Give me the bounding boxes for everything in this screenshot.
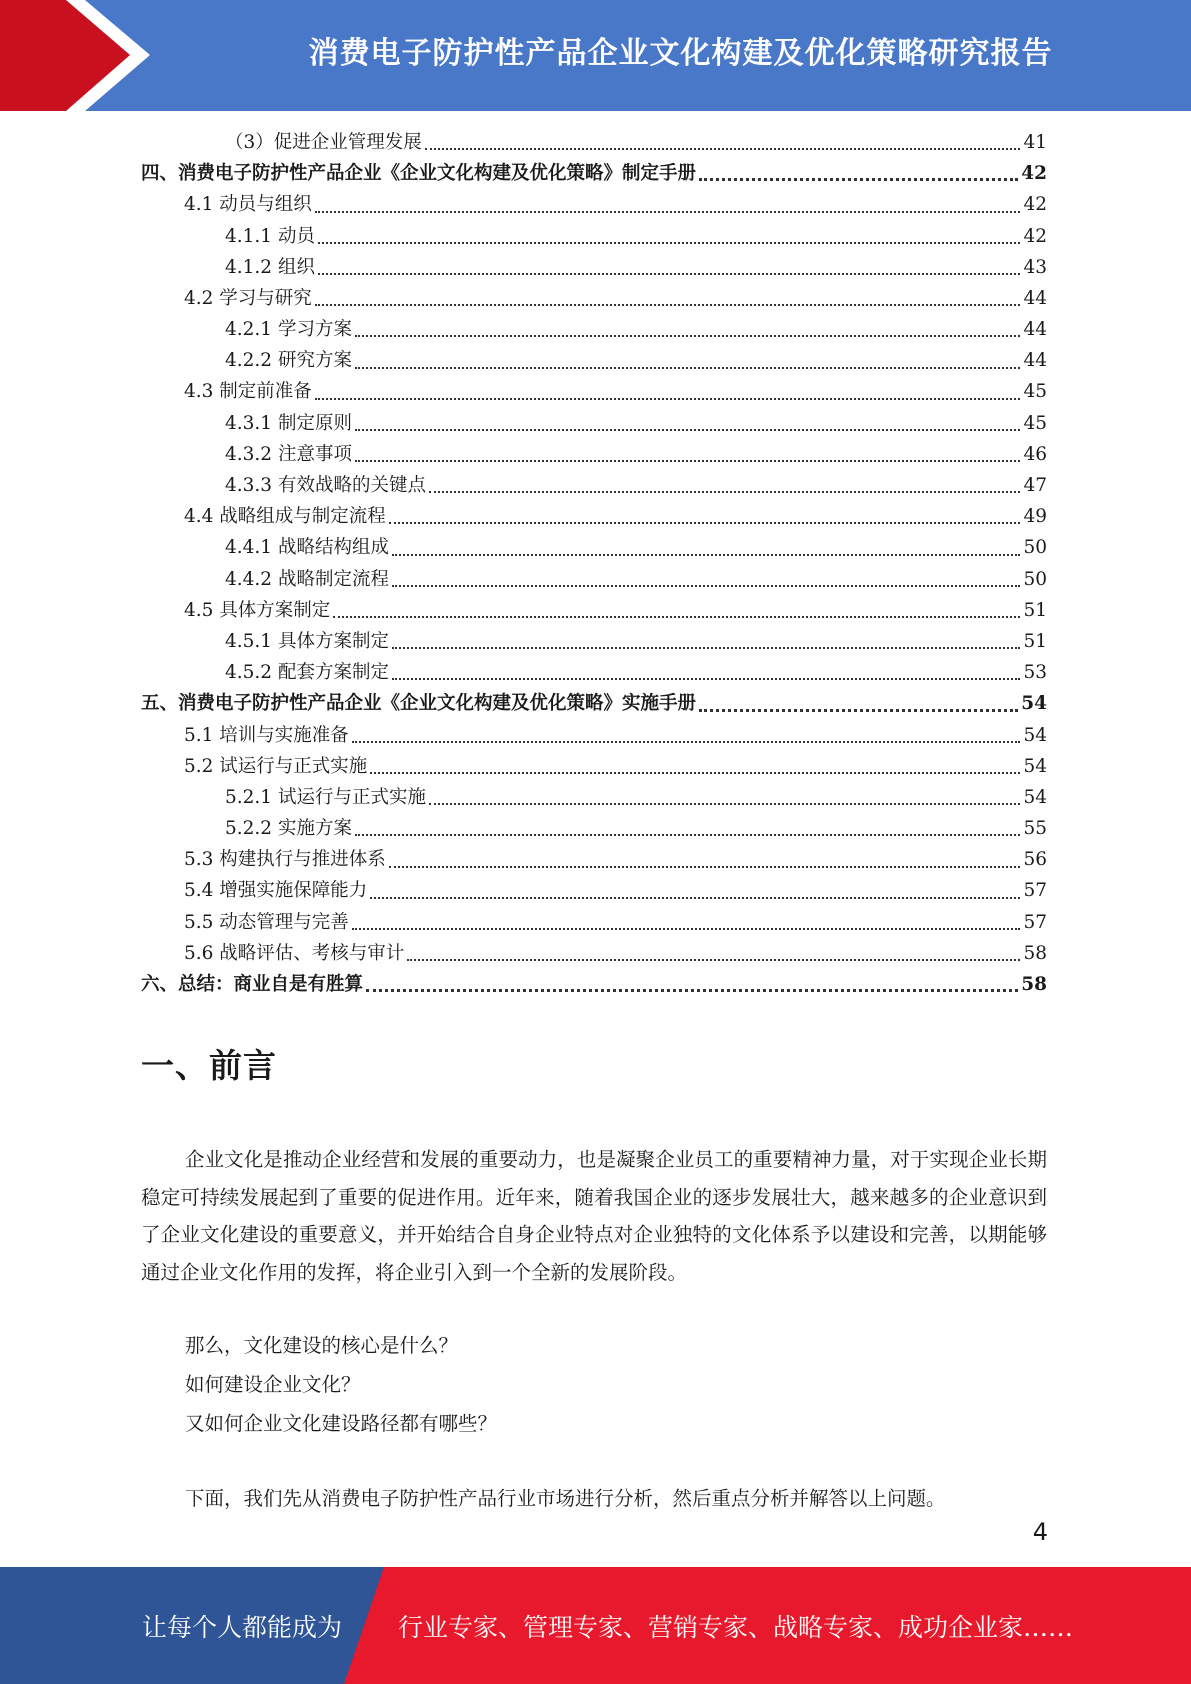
toc-entry[interactable] bbox=[141, 688, 1047, 719]
toc-entry-page: 54 bbox=[1023, 724, 1047, 746]
toc-entry-label: 5.4 增强实施保障能力 bbox=[184, 880, 368, 902]
toc-entry-label: 4.4 战略组成与制定流程 bbox=[184, 506, 386, 528]
toc-entry-label: 4.3.3 有效战略的关键点 bbox=[225, 475, 426, 497]
toc-entry-label: 四、消费电子防护性产品企业《企业文化构建及优化策略》制定手册 bbox=[141, 163, 697, 185]
toc-entry-page: 57 bbox=[1023, 880, 1047, 902]
toc-dot-leader bbox=[315, 304, 1021, 306]
table-of-contents bbox=[141, 127, 1047, 1000]
toc-dot-leader bbox=[355, 335, 1021, 337]
section-heading: 一、前言 bbox=[141, 1046, 277, 1085]
toc-entry-page: 55 bbox=[1023, 818, 1047, 840]
toc-entry-label: 4.2 学习与研究 bbox=[184, 287, 312, 309]
toc-entry-label: 5.1 培训与实施准备 bbox=[184, 724, 349, 746]
toc-entry-page: 42 bbox=[1023, 194, 1047, 216]
toc-entry-label: 5.3 构建执行与推进体系 bbox=[184, 849, 386, 871]
toc-entry-page: 47 bbox=[1023, 475, 1047, 497]
toc-entry[interactable] bbox=[141, 439, 1047, 470]
toc-entry[interactable] bbox=[141, 377, 1047, 408]
toc-entry-label: 4.2.1 学习方案 bbox=[225, 319, 352, 341]
toc-entry-page: 53 bbox=[1023, 662, 1047, 684]
toc-entry-label: 4.3.1 制定原则 bbox=[225, 412, 352, 434]
page-number: 4 bbox=[1032, 1518, 1048, 1546]
toc-entry[interactable] bbox=[141, 283, 1047, 314]
toc-entry-label: 5.2.1 试运行与正式实施 bbox=[225, 786, 426, 808]
toc-entry[interactable] bbox=[141, 501, 1047, 532]
toc-dot-leader bbox=[315, 211, 1021, 213]
toc-entry-label: 五、消费电子防护性产品企业《企业文化构建及优化策略》实施手册 bbox=[141, 693, 697, 715]
toc-dot-leader bbox=[699, 709, 1018, 712]
toc-entry-page: 51 bbox=[1023, 630, 1047, 652]
toc-dot-leader bbox=[355, 367, 1021, 369]
toc-dot-leader bbox=[407, 959, 1020, 961]
toc-entry-label: 4.4.2 战略制定流程 bbox=[225, 568, 389, 590]
toc-entry-page: 44 bbox=[1023, 287, 1047, 309]
toc-entry-page: 50 bbox=[1023, 537, 1047, 559]
toc-entry[interactable] bbox=[141, 720, 1047, 751]
toc-entry-page: 45 bbox=[1023, 381, 1047, 403]
toc-entry[interactable] bbox=[141, 844, 1047, 875]
toc-dot-leader bbox=[392, 647, 1020, 649]
toc-dot-leader bbox=[318, 273, 1021, 275]
toc-entry[interactable] bbox=[141, 314, 1047, 345]
footer-slogan-left: 让每个人都能成为 bbox=[142, 1612, 343, 1642]
toc-entry-label: 4.3 制定前准备 bbox=[184, 381, 312, 403]
toc-entry-label: 4.2.2 研究方案 bbox=[225, 350, 352, 372]
toc-dot-leader bbox=[315, 398, 1021, 400]
toc-dot-leader bbox=[355, 834, 1021, 836]
toc-dot-leader bbox=[392, 678, 1020, 680]
toc-dot-leader bbox=[352, 928, 1021, 930]
toc-entry-label: 4.5 具体方案制定 bbox=[184, 599, 331, 621]
toc-entry-label: 5.5 动态管理与完善 bbox=[184, 911, 349, 933]
toc-dot-leader bbox=[389, 866, 1021, 868]
toc-entry[interactable] bbox=[141, 189, 1047, 220]
toc-entry-page: 54 bbox=[1023, 786, 1047, 808]
toc-dot-leader bbox=[355, 429, 1021, 431]
question-1: 那么，文化建设的核心是什么？ bbox=[185, 1334, 459, 1357]
header-title: 消费电子防护性产品企业文化构建及优化策略研究报告 bbox=[308, 36, 1053, 71]
toc-entry[interactable] bbox=[141, 969, 1047, 1000]
toc-dot-leader bbox=[352, 741, 1021, 743]
toc-entry-page: 56 bbox=[1023, 849, 1047, 871]
toc-entry-label: 六、总结：商业自是有胜算 bbox=[141, 974, 364, 996]
question-3: 又如何企业文化建设路径都有哪些？ bbox=[185, 1412, 498, 1435]
toc-entry-page: 54 bbox=[1021, 693, 1047, 715]
toc-entry[interactable] bbox=[141, 595, 1047, 626]
toc-entry-page: 42 bbox=[1021, 163, 1047, 185]
intro-paragraph: 企业文化是推动企业经营和发展的重要动力，也是凝聚企业员工的重要精神力量，对于实现企业长期稳定可持续发展起到了重要的促进作用。近年来，随着我国企业的逐步发展壮大，越来越多的企业意识到了企业文化建设的重要意义，并开始结合自身企业特点对企业独特的文化体系予以建设和完善，以期能够通过企业文化作用的发挥，将企业引入到一个全新的发展阶段。 bbox=[141, 1148, 1047, 1284]
toc-dot-leader bbox=[429, 803, 1020, 805]
toc-entry-page: 51 bbox=[1023, 599, 1047, 621]
question-2: 如何建设企业文化？ bbox=[185, 1373, 361, 1396]
toc-entry-page: 46 bbox=[1023, 443, 1047, 465]
toc-entry-page: 58 bbox=[1023, 942, 1047, 964]
toc-entry[interactable] bbox=[141, 907, 1047, 938]
toc-entry-page: 44 bbox=[1023, 319, 1047, 341]
toc-entry-label: （3）促进企业管理发展 bbox=[225, 131, 422, 153]
toc-entry[interactable] bbox=[141, 158, 1047, 189]
toc-entry[interactable] bbox=[141, 470, 1047, 501]
toc-entry[interactable] bbox=[141, 252, 1047, 283]
toc-dot-leader bbox=[699, 178, 1018, 181]
toc-entry-page: 58 bbox=[1021, 974, 1047, 996]
toc-entry-page: 41 bbox=[1023, 131, 1047, 153]
toc-entry[interactable] bbox=[141, 532, 1047, 563]
toc-entry-page: 45 bbox=[1023, 412, 1047, 434]
page-footer bbox=[0, 1567, 1191, 1684]
toc-entry-label: 5.6 战略评估、考核与审计 bbox=[184, 942, 405, 964]
toc-entry-page: 57 bbox=[1023, 911, 1047, 933]
toc-dot-leader bbox=[389, 522, 1021, 524]
toc-entry[interactable] bbox=[141, 657, 1047, 688]
toc-entry-page: 49 bbox=[1023, 506, 1047, 528]
toc-entry-label: 4.3.2 注意事项 bbox=[225, 443, 352, 465]
toc-entry[interactable] bbox=[141, 127, 1047, 158]
toc-entry-label: 4.1.1 动员 bbox=[225, 225, 315, 247]
toc-entry-page: 43 bbox=[1023, 256, 1047, 278]
toc-entry-page: 50 bbox=[1023, 568, 1047, 590]
toc-entry-label: 4.1 动员与组织 bbox=[184, 194, 312, 216]
toc-entry[interactable] bbox=[141, 408, 1047, 439]
toc-entry-label: 5.2 试运行与正式实施 bbox=[184, 755, 368, 777]
toc-dot-leader bbox=[366, 989, 1018, 992]
closing-paragraph: 下面，我们先从消费电子防护性产品行业市场进行分析，然后重点分析并解答以上问题。 bbox=[185, 1487, 946, 1510]
toc-dot-leader bbox=[429, 491, 1020, 493]
toc-entry[interactable] bbox=[141, 938, 1047, 969]
toc-entry[interactable] bbox=[141, 345, 1047, 376]
toc-entry[interactable] bbox=[141, 626, 1047, 657]
footer-slogan-right: 行业专家、管理专家、营销专家、战略专家、成功企业家…… bbox=[398, 1612, 1074, 1642]
toc-entry[interactable] bbox=[141, 751, 1047, 782]
toc-dot-leader bbox=[370, 897, 1020, 899]
toc-entry[interactable] bbox=[141, 876, 1047, 907]
toc-entry-label: 5.2.2 实施方案 bbox=[225, 818, 352, 840]
toc-entry[interactable] bbox=[141, 564, 1047, 595]
toc-entry[interactable] bbox=[141, 782, 1047, 813]
toc-entry-page: 42 bbox=[1023, 225, 1047, 247]
toc-dot-leader bbox=[392, 585, 1020, 587]
toc-dot-leader bbox=[355, 460, 1021, 462]
page-header bbox=[0, 0, 1191, 111]
toc-dot-leader bbox=[318, 242, 1021, 244]
toc-dot-leader bbox=[370, 772, 1020, 774]
toc-entry-page: 54 bbox=[1023, 755, 1047, 777]
toc-entry[interactable] bbox=[141, 221, 1047, 252]
toc-dot-leader bbox=[392, 554, 1020, 556]
toc-entry-page: 44 bbox=[1023, 350, 1047, 372]
toc-entry[interactable] bbox=[141, 813, 1047, 844]
toc-entry-label: 4.1.2 组织 bbox=[225, 256, 315, 278]
toc-entry-label: 4.4.1 战略结构组成 bbox=[225, 537, 389, 559]
toc-dot-leader bbox=[333, 616, 1020, 618]
toc-dot-leader bbox=[425, 148, 1021, 150]
toc-entry-label: 4.5.2 配套方案制定 bbox=[225, 662, 389, 684]
toc-entry-label: 4.5.1 具体方案制定 bbox=[225, 630, 389, 652]
